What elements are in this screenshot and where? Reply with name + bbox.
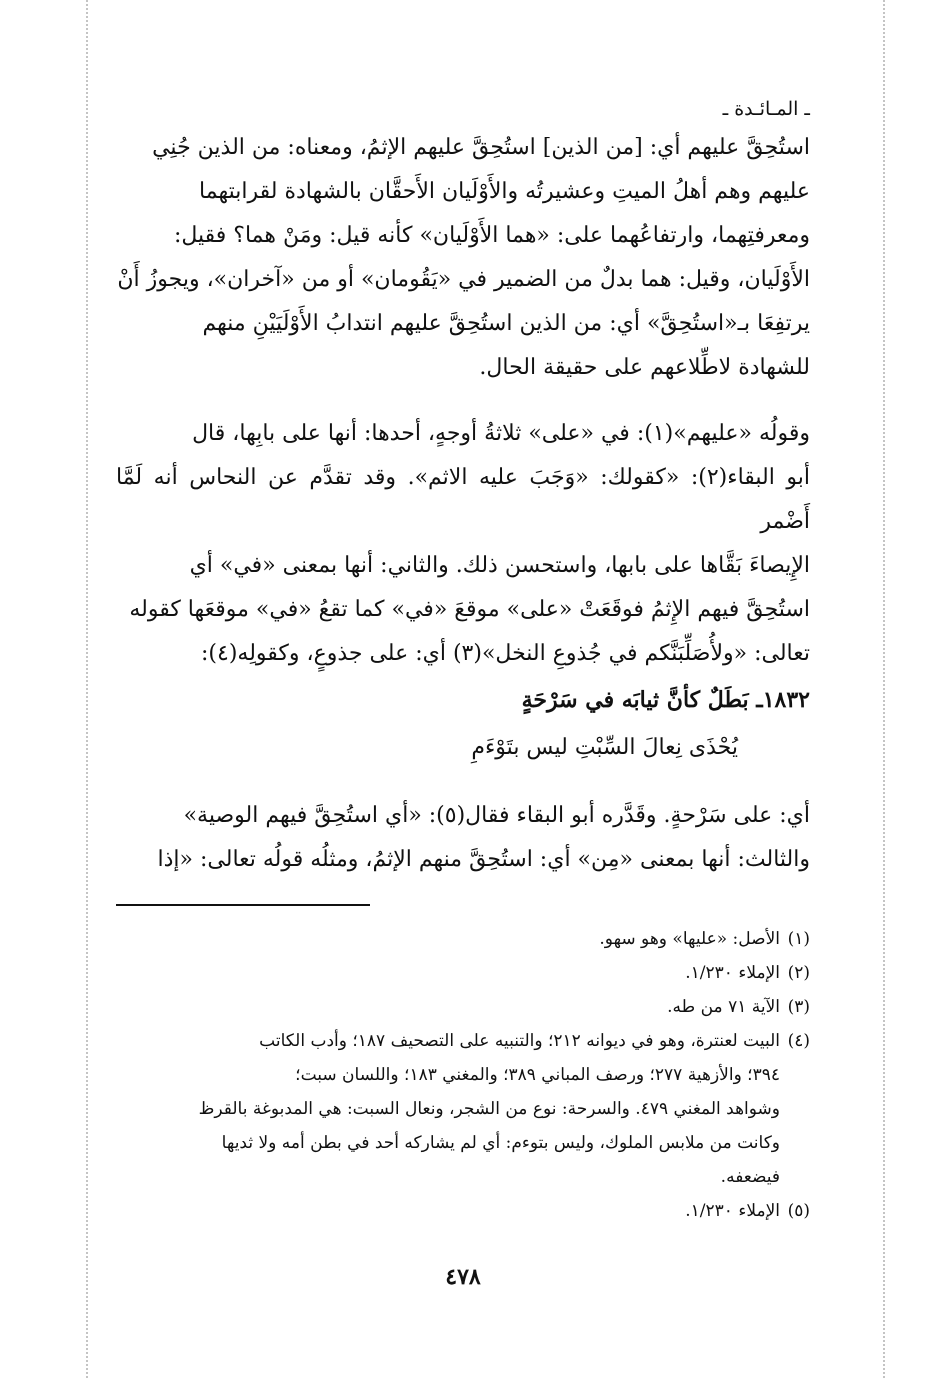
paragraph-3 [116,794,810,882]
footnotes [116,922,810,1228]
text-line: استُحِقَّ فيهم الإِثمُ فوقَعَتْ «على» موقعَ «في» كما تقعُ «في» موقعَها كقوله [129,597,810,622]
footnote-number: (٥) [787,1201,810,1221]
text-line: ومعرفتِهما، وارتفاعُهما على: «هما الأَوْلَيان» كأنه قيل: ومَنْ هما؟ فقيل: [173,223,810,248]
text-line: يرتفِعَا بـ«استُحِقَّ» أي: من الذين استُحِقَّ عليهم انتدابُ الأَوْلَيَيْنِ منهم [202,311,810,336]
text-line: الأَوْلَيان، وقيل: هما بدلٌ من الضمير في «يَقُومان» أو من «آخران»، ويجوزُ أَنْ [117,267,810,292]
footnote-number: (٢) [787,963,810,983]
footnote-text: الإملاء ١/٢٣٠. [685,963,780,983]
footnote-number: (٤) [787,1031,810,1051]
footnote-text: الآية ٧١ من طه. [667,997,780,1017]
paragraph-2 [116,412,810,676]
footnote-text: ٣٩٤؛ والأزهية ٢٧٧؛ ورصف المباني ٣٨٩؛ والمغني ١٨٣؛ واللسان سبت؛ [295,1065,780,1085]
text-line: أبو البقاء(٢): «كقولك: «وَجَبَ عليه الاثم». وقد تقدَّم عن النحاس أنه لَمَّا أَضْمر [116,465,810,534]
text-line: والثالث: أنها بمعنى «مِن» أي: استُحِقَّ منهم الإثمُ، ومثلُه قولُه تعالى: «إذا [157,847,810,872]
text-line: الإِيصاءَ بَقَّاها على بابها، واستحسن ذلك. والثاني: أنها بمعنى «في» أي [189,553,810,578]
page-number: ٤٧٨ [445,1264,481,1290]
running-header: ـ المـائـدة ـ [722,98,810,120]
verse-line-1: ١٨٣٢ـ بَطَلٌ كأنَّ ثيابَه في سَرْحَةٍ [521,687,810,713]
footnote-text: وشواهد المغني ٤٧٩. والسرحة: نوع من الشجر، ونعال السبت: هي المدبوغة بالقرظ [198,1099,780,1119]
footnote-2 [116,956,810,990]
text-line: استُحِقَّ عليهم أي: [من الذين] استُحِقَّ عليهم الإثمُ، ومعناه: من الذين جُنِي [152,135,810,160]
footnote-3 [116,990,810,1024]
text-line: وقولُه «عليهم»(١): في «على» ثلاثةُ أوجهٍ، أحدها: أنها على بابِها، قال [192,421,810,446]
poetry-verse [116,676,810,772]
footnote-4 [116,1024,810,1194]
text-line: للشهادة لاطِّلاعهم على حقيقة الحال. [479,355,810,380]
footnote-separator [116,904,370,906]
text-line: تعالى: «ولأُصَلِّبَنَّكم في جُذوعِ النخل»(٣) أي: على جذوعٍ، وكقولِه(٤): [200,641,810,666]
footnote-text: الإملاء ١/٢٣٠. [685,1201,780,1221]
text-line: عليهم وهم أهلُ الميتِ وعشيرتُه والأَوْلَيان الأَحقَّان بالشهادة لقرابتهما [199,179,810,204]
footnote-text: البيت لعنترة، وهو في ديوانه ٢١٢؛ والتنبيه على التصحيف ١٨٧؛ وأدب الكاتب [259,1031,780,1051]
footnote-number: (١) [787,929,810,949]
book-page [116,92,810,1322]
binding-dotted-line-left [86,0,88,1378]
paragraph-1 [116,126,810,390]
binding-dotted-line-right [883,0,885,1378]
footnote-text: فيضعفه. [720,1167,780,1187]
footnote-1 [116,922,810,956]
footnote-text: وكانت من ملابس الملوك، وليس بتوءم: أي لم يشاركه أحد في بطن أمه ولا ثديها [221,1133,780,1153]
footnote-5 [116,1194,810,1228]
verse-line-2: يُحْذَى نِعالَ السِّبْتِ ليس بتَوْءَمِ [471,735,738,760]
footnote-number: (٣) [787,997,810,1017]
footnote-text: الأصل: «عليها» وهو سهو. [599,929,780,949]
text-line: أي: على سَرْحةٍ. وقَدَّره أبو البقاء فقال(٥): «أي استُحِقَّ فيهم الوصية» [183,803,810,828]
